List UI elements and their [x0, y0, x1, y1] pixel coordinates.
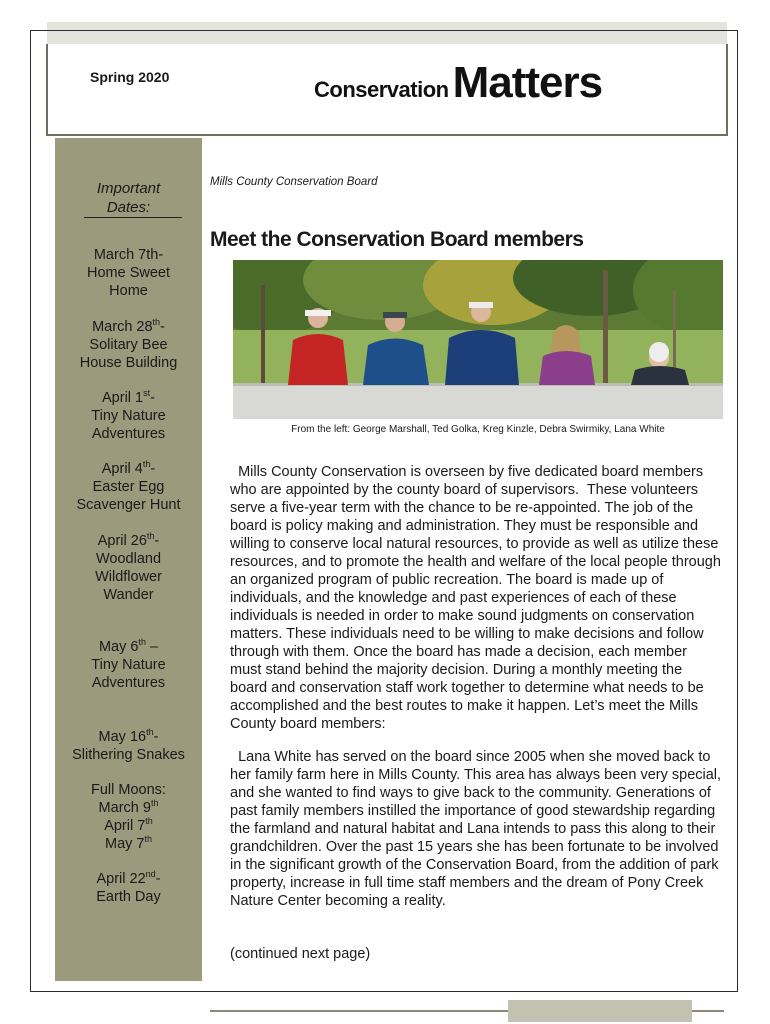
- sidebar-title-line1: Important: [96, 180, 161, 197]
- date-line: March 28th-: [92, 317, 165, 335]
- date-line: May 16th-: [98, 727, 159, 745]
- event-line: Easter Egg: [92, 479, 165, 495]
- sidebar-title-line2: Dates:: [106, 199, 151, 216]
- article-paragraph-1: Mills County Conservation is overseen by five dedicated board members who are appointed by the county board of supervisors. These volunteers serve a five-year term with the chance to be re-appointed. The job of the board is policy making and administration. They must be responsible and willing to conserve local natural resources, to provide as well as utilize these resources, and to promote the health and welfare of the local people through an organized program of public recreation. The board is made up of individuals, and the knowledge and past experiences of each of these individuals is needed in order to make sound judgments on conservation matters. These individuals need to be willing to make decisions and follow through with them. Once the board has made a decision, each member must stand behind the majority decision. During a monthly meeting the board and conservation staff work together to determine what needs to be accomplished and the best routes to make it happen. Let’s meet the Mills County board members:: [230, 464, 725, 732]
- important-dates-sidebar: [55, 138, 202, 981]
- event-line: House Building: [79, 355, 178, 371]
- sidebar-divider: [84, 217, 182, 218]
- event-line: Slithering Snakes: [72, 747, 185, 763]
- organization-name: Mills County Conservation Board: [210, 176, 378, 188]
- date-item-slithering-snakes: [55, 728, 202, 764]
- sidebar-title: [55, 179, 202, 217]
- date-item-easter-egg: [55, 460, 202, 514]
- date-item-earth-day: [55, 870, 202, 906]
- moon-date: March 9th: [98, 798, 159, 816]
- event-line: Wildflower: [95, 569, 162, 585]
- date-item-tiny-nature-april: [55, 389, 202, 443]
- event-line: Adventures: [91, 675, 166, 691]
- date-item-solitary-bee: [55, 318, 202, 372]
- date-item-full-moons: [55, 781, 202, 853]
- date-item-woodland-wildflower: [55, 532, 202, 604]
- date-line: April 22nd-: [96, 869, 161, 887]
- event-line: Earth Day: [96, 889, 161, 905]
- board-members-photo: [233, 260, 723, 419]
- article-title: Meet the Conservation Board members: [210, 228, 584, 251]
- date-line: April 1st-: [102, 388, 155, 406]
- newsletter-masthead: [314, 58, 602, 108]
- article-paragraph-2: Lana White has served on the board since 2005 when she moved back to her family farm here in Mills County. This area has always been very special, and she wanted to find ways to give back to the community. Generations of past family members instilled the importance of good stewardship regarding the farmland and natural habitat and Lana intends to pass this along to their grandchildren. Over the past 15 years she has been fortunate to be involved in the significant growth of the Conservation Board, from the addition of park property, increase in full time staff members and the dream of Pony Creek Nature Center becoming a reality.: [230, 749, 726, 909]
- event-line: Tiny Nature: [91, 657, 166, 673]
- footer-bar: [508, 1000, 692, 1022]
- photo-caption: From the left: George Marshall, Ted Golka, Kreg Kinzle, Debra Swirmiky, Lana White: [291, 424, 665, 435]
- date-line: May 6th –: [98, 637, 159, 655]
- event-line: Solitary Bee: [89, 337, 168, 353]
- date-line: April 4th-: [101, 459, 156, 477]
- season-label: Spring 2020: [90, 69, 170, 85]
- date-line: March 7th-: [93, 247, 164, 263]
- date-item-home-sweet-home: [55, 246, 202, 300]
- date-line: April 26th-: [97, 531, 160, 549]
- masthead-word-matters: Matters: [452, 58, 603, 107]
- continued-note: (continued next page): [230, 946, 371, 962]
- event-line: Home: [109, 283, 148, 299]
- date-item-tiny-nature-may: [55, 638, 202, 692]
- event-line: Tiny Nature: [91, 408, 166, 424]
- masthead-word-conservation: Conservation: [314, 77, 449, 102]
- event-line: Wander: [103, 587, 154, 603]
- event-line: Home Sweet: [86, 265, 170, 281]
- event-line: Adventures: [91, 426, 166, 442]
- full-moons-heading: Full Moons:: [91, 782, 166, 798]
- event-line: Scavenger Hunt: [76, 497, 181, 513]
- moon-date: April 7th: [104, 816, 153, 834]
- event-line: Woodland: [95, 551, 162, 567]
- moon-date: May 7th: [104, 834, 152, 852]
